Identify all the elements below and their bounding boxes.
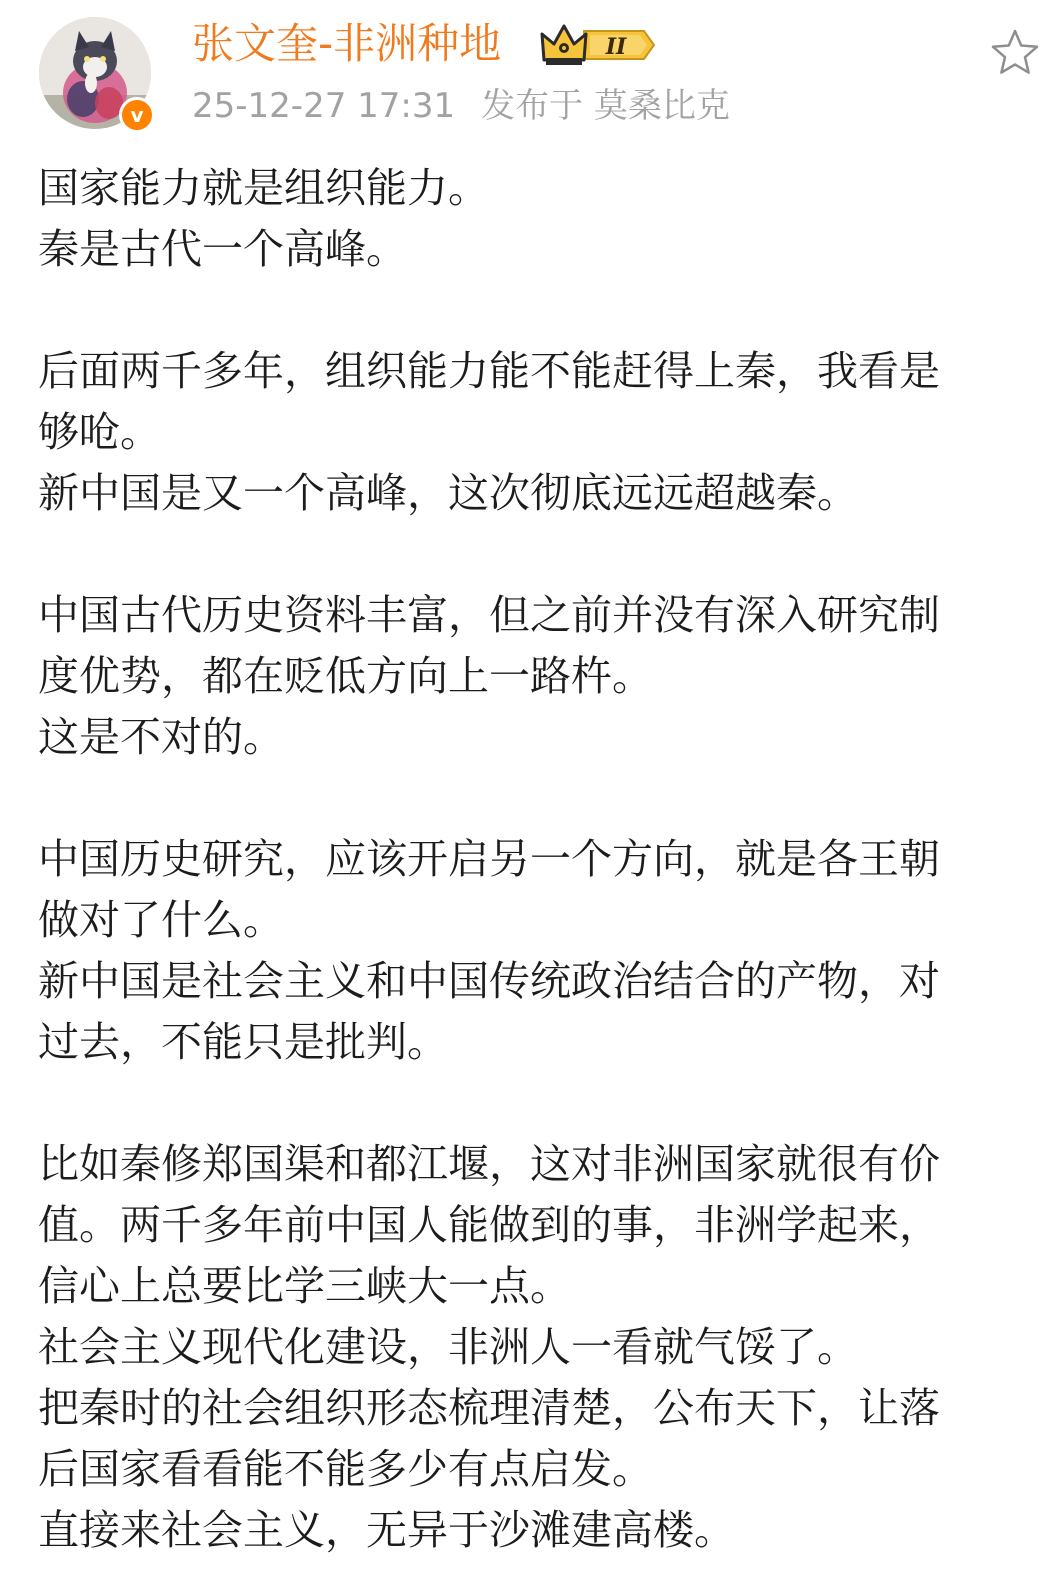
paragraph [38, 341, 1028, 524]
text-line: 秦是古代一个高峰。 [38, 225, 407, 273]
text-line: 后国家看看能不能多少有点启发。 [38, 1445, 653, 1493]
author-name[interactable]: 张文奎-非洲种地 [192, 19, 502, 68]
text-line: 信心上总要比学三峡大一点。 [38, 1262, 571, 1310]
text-line: 比如秦修郑国渠和都江堰，这对非洲国家就很有价 [38, 1140, 940, 1188]
star-outline-icon [989, 27, 1041, 79]
text-line: 国家能力就是组织能力。 [38, 164, 489, 212]
text-line: 后面两千多年，组织能力能不能赶得上秦，我看是 [38, 347, 940, 395]
vip-crown-badge[interactable] [540, 22, 656, 68]
post-body [38, 158, 1028, 1561]
text-line: 直接来社会主义，无异于沙滩建高楼。 [38, 1506, 735, 1554]
crown-icon [540, 22, 656, 68]
text-line: 做对了什么。 [38, 896, 284, 944]
text-line: 新中国是社会主义和中国传统政治结合的产物，对 [38, 957, 940, 1005]
paragraph [38, 585, 1028, 768]
text-line: 新中国是又一个高峰，这次彻底远远超越秦。 [38, 469, 858, 517]
text-line: 这是不对的。 [38, 713, 284, 761]
favorite-button[interactable] [989, 27, 1041, 79]
text-line: 过去，不能只是批判。 [38, 1018, 448, 1066]
text-line: 值。两千多年前中国人能做到的事，非洲学起来， [38, 1201, 940, 1249]
text-line: 把秦时的社会组织形态梳理清楚，公布天下，让落 [38, 1384, 940, 1432]
post-header [0, 0, 1046, 150]
paragraph [38, 158, 1028, 280]
post-meta [192, 82, 730, 130]
text-line: 社会主义现代化建设，非洲人一看就气馁了。 [38, 1323, 858, 1371]
paragraph [38, 829, 1028, 1073]
paragraph [38, 1134, 1028, 1561]
verified-badge: v [119, 97, 155, 133]
text-line: 中国古代历史资料丰富，但之前并没有深入研究制 [38, 591, 940, 639]
post-location: 发布于 莫桑比克 [481, 86, 730, 126]
vip-level-label: II [605, 34, 627, 60]
text-line: 够呛。 [38, 408, 161, 456]
text-line: 度优势，都在贬低方向上一路杵。 [38, 652, 653, 700]
text-line: 中国历史研究，应该开启另一个方向，就是各王朝 [38, 835, 940, 883]
post-timestamp: 25-12-27 17:31 [192, 86, 456, 126]
